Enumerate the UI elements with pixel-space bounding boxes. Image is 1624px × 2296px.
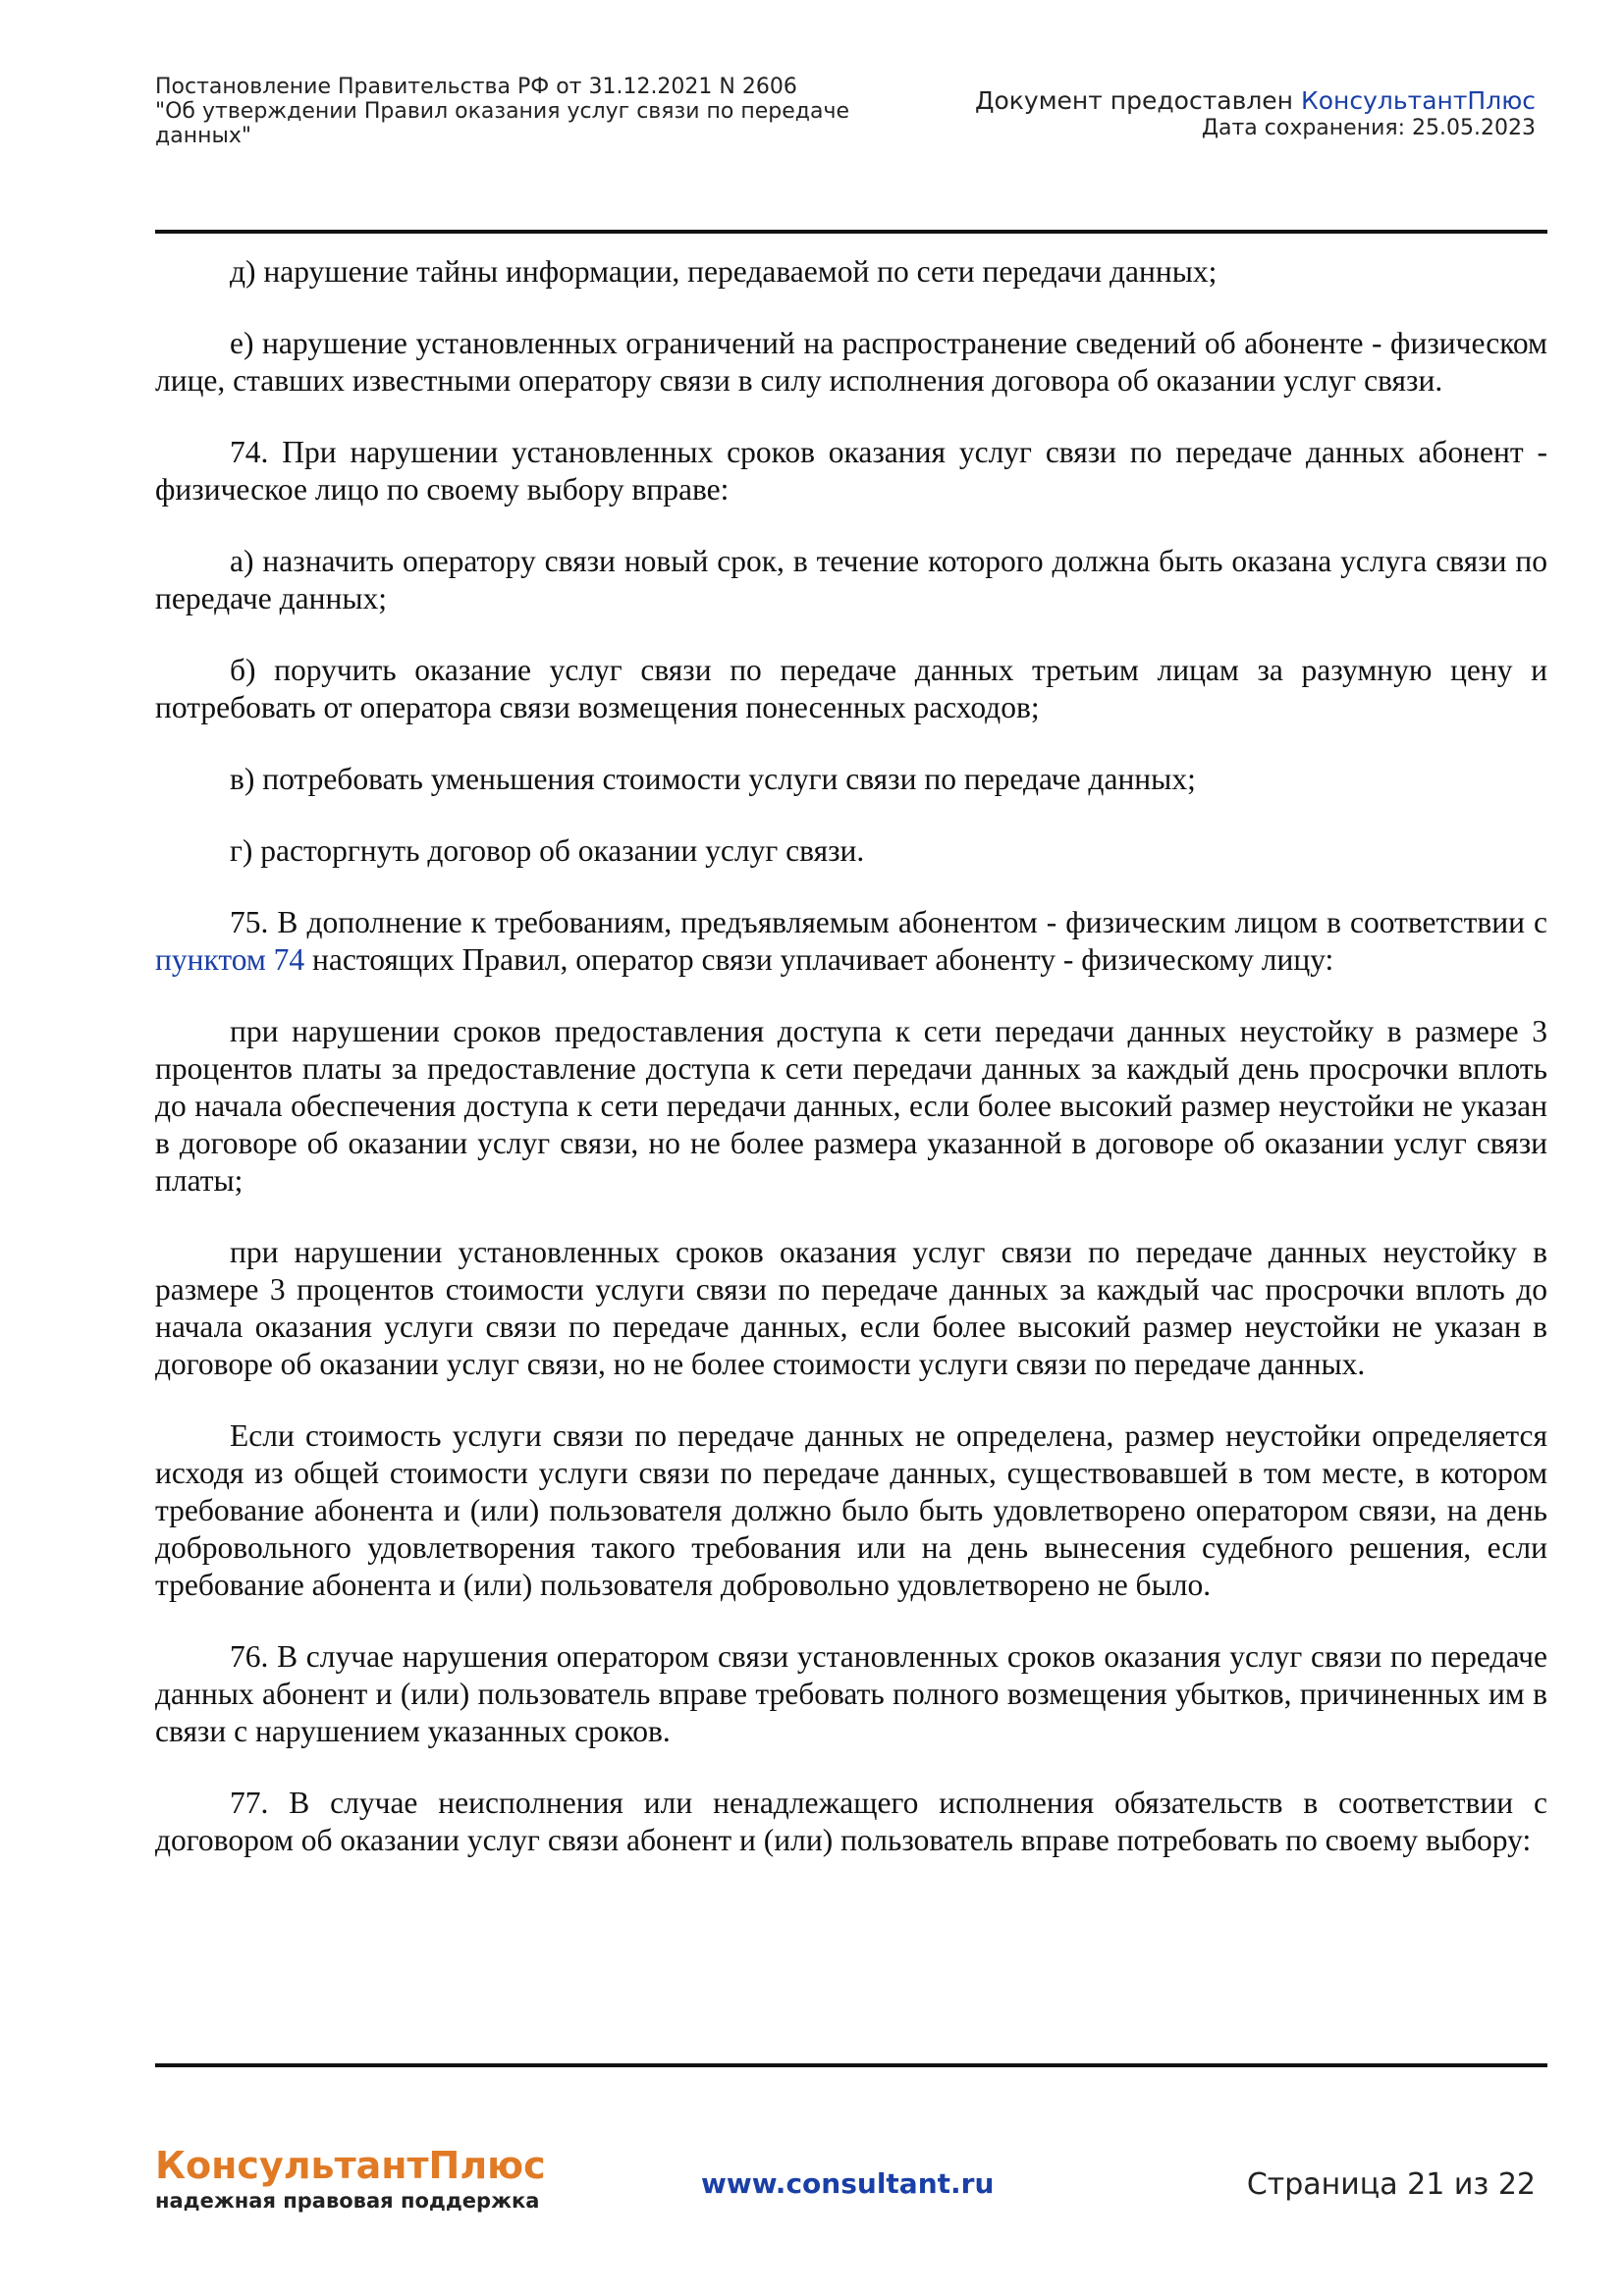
paragraph-75-text-after: настоящих Правил, оператор связи уплачивает абоненту - физическому лицу: xyxy=(304,942,1334,977)
provider-brand-link[interactable]: КонсультантПлюс xyxy=(1300,86,1536,115)
paragraph: е) нарушение установленных ограничений на распространение сведений об абоненте - физическом лице, ставших известными оператору связи в силу исполнения договора об оказании услуг связи. xyxy=(155,326,1547,398)
header-divider xyxy=(155,230,1547,234)
footer-divider xyxy=(155,2063,1547,2067)
save-date: Дата сохранения: 25.05.2023 xyxy=(1201,116,1536,140)
paragraph-75-text-before: 75. В дополнение к требованиям, предъявляемым абонентом - физическим лицом в соответствии с xyxy=(230,905,1547,939)
document-body xyxy=(155,253,1547,1894)
document-title xyxy=(155,75,882,148)
paragraph: б) поручить оказание услуг связи по передаче данных третьим лицам за разумную цену и потребовать от оператора связи возмещения понесенных расходов; xyxy=(155,653,1547,724)
document-title-line: "Об утверждении Правил оказания услуг связи по передаче xyxy=(155,99,849,124)
paragraph: при нарушении сроков предоставления доступа к сети передачи данных неустойку в размере 3 процентов платы за предоставление доступа к сети передачи данных за каждый день просрочки вплоть до начала обеспечения доступа к сети передачи данных, если более высокий размер неустойки не указан в договоре об оказании услуг связи, но не более размера указанной в договоре об оказании услуг связи платы; xyxy=(155,1014,1547,1198)
provided-by-line xyxy=(848,86,1536,116)
paragraph: 77. В случае неисполнения или ненадлежащего исполнения обязательств в соответствии с договором об оказании услуг связи абонент и (или) пользователь вправе потребовать по своему выбору: xyxy=(155,1786,1547,1857)
link-item-74[interactable]: пунктом 74 xyxy=(155,942,305,977)
logo-tagline: надежная правовая поддержка xyxy=(155,2189,540,2213)
paragraph: 76. В случае нарушения оператором связи установленных сроков оказания услуг связи по передаче данных абонент и (или) пользователь вправе требовать полного возмещения убытков, причиненных им в связи с нарушением указанных сроков. xyxy=(155,1639,1547,1748)
website-link[interactable]: www.consultant.ru xyxy=(701,2167,995,2200)
document-title-line: данных" xyxy=(155,124,251,148)
logo-name: КонсультантПлюс xyxy=(155,2144,546,2187)
document-provider-info xyxy=(848,86,1536,141)
document-title-line: Постановление Правительства РФ от 31.12.2021 N 2606 xyxy=(155,75,797,99)
paragraph: а) назначить оператору связи новый срок, в течение которого должна быть оказана услуга связи по передаче данных; xyxy=(155,544,1547,615)
paragraph: 74. При нарушении установленных сроков оказания услуг связи по передаче данных абонент - физическое лицо по своему выбору вправе: xyxy=(155,435,1547,507)
paragraph: д) нарушение тайны информации, передаваемой по сети передачи данных; xyxy=(230,254,1218,289)
paragraph: в) потребовать уменьшения стоимости услуги связи по передаче данных; xyxy=(230,762,1196,796)
consultant-logo xyxy=(155,2144,546,2213)
provided-by-prefix: Документ предоставлен xyxy=(974,86,1301,115)
paragraph: Если стоимость услуги связи по передаче данных не определена, размер неустойки определяется исходя из общей стоимости услуги связи по передаче данных, существовавшей в том месте, в котором требование абонента и (или) пользователя должно было быть удовлетворено оператором связи, на день добровольного удовлетворения такого требования или на день вынесения судебного решения, если требование абонента и (или) пользователя добровольно удовлетворено не было. xyxy=(155,1418,1547,1602)
paragraph: при нарушении установленных сроков оказания услуг связи по передаче данных неустойку в размере 3 процентов стоимости услуги связи по передаче данных за каждый час просрочки вплоть до начала оказания услуги связи по передаче данных, если более высокий размер неустойки не указан в договоре об оказании услуг связи, но не более стоимости услуги связи по передаче данных. xyxy=(155,1235,1547,1381)
paragraph-75 xyxy=(155,904,1547,979)
paragraph: г) расторгнуть договор об оказании услуг связи. xyxy=(230,833,865,868)
page-number: Страница 21 из 22 xyxy=(1246,2167,1536,2202)
